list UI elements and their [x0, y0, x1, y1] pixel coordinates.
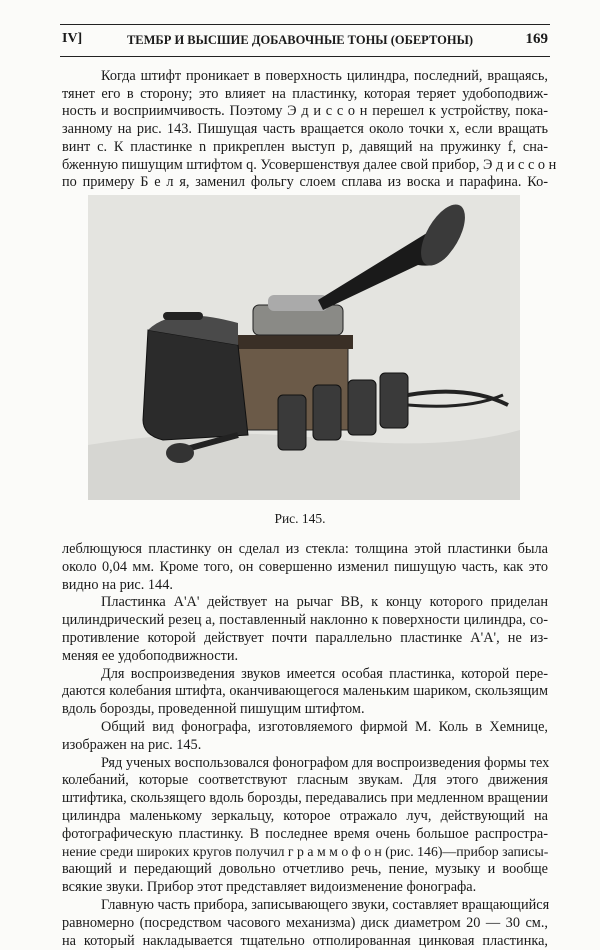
phonograph-illustration: [88, 195, 520, 500]
text-line: винт c. К пластинке n прикреплен выступ p, давящий на пружинку f, сна-: [62, 139, 548, 155]
text-line: по примеру Б е л я, заменил фольгу слоем сплава из воска и парафина. Ко-: [62, 174, 548, 190]
text-line: занному на рис. 143. Пишущая часть вращается около точки x, если вращать: [62, 121, 548, 137]
text-line: Для воспроизведения звуков имеется особая пластинка, которой пере-: [101, 666, 548, 682]
header-rule-top: [60, 24, 550, 25]
text-line: ность и восприимчивость. Поэтому Э д и с с о н перешел к устройству, пока-: [62, 103, 548, 119]
text-line: противление которой действует почти параллельно пластинке A'A', не из-: [62, 630, 548, 646]
text-line: Общий вид фонографа, изготовляемого фирмой М. Коль в Хемнице,: [101, 719, 548, 735]
text-line: Когда штифт проникает в поверхность цилиндра, последний, вращаясь,: [101, 68, 548, 84]
text-line: меняя ее удобоподвижности.: [62, 648, 239, 664]
figure-caption: Рис. 145.: [274, 511, 326, 526]
text-line: цилиндра маленькому зеркальцу, которое отражало луч, действующий на: [62, 808, 548, 824]
text-line: Ряд ученых воспользовался фонографом для воспроизведения формы тех: [101, 755, 550, 771]
text-line: тянет его в сторону; это влияет на пластинку, которая теряет удобоподвиж-: [62, 86, 548, 102]
header-rule-bottom: [60, 56, 550, 57]
text-line: Главную часть прибора, записывающего звуки, составляет вращающийся: [101, 897, 550, 913]
text-line: нение среди широких кругов получил г р а м м о ф о н (рис. 146)—прибор записы-: [62, 844, 549, 859]
text-line: вдоль борозды, проведенной пишущим штифтом.: [62, 701, 365, 717]
running-title: ТЕМБР И ВЫСШИЕ ДОБАВОЧНЫЕ ТОНЫ (ОБЕРТОНЫ): [126, 33, 474, 47]
text-line: цилиндрический резец a, поставленный наклонно к поверхности цилиндра, со-: [62, 612, 548, 628]
text-line: около 0,04 мм. Кроме того, он совершенно изменил пишущую часть, как это: [62, 559, 548, 575]
chapter-number: IV]: [62, 31, 83, 46]
text-line: штифтика, скользящего вдоль борозды, передавались при медленном вращении: [62, 790, 548, 806]
text-line: Пластинка A'A' действует на рычаг BB, к концу которого приделан: [101, 594, 548, 610]
text-line: всякие звуки. Прибор этот представляет видоизменение фонографа.: [62, 879, 477, 895]
text-line: изображен на рис. 145.: [62, 737, 202, 753]
text-line: даются колебания штифта, оканчивающегося маленьким шариком, скользящим: [62, 683, 548, 699]
page-number: 169: [525, 31, 548, 47]
text-line: фотографическую пластинку. В последнее время очень большое распростра-: [62, 826, 548, 842]
text-line: видно на рис. 144.: [62, 577, 173, 593]
text-line: равномерно (посредством часового механизма) диск диаметром 20 — 30 см.,: [62, 915, 548, 931]
text-line: колебаний, которые соответствуют гласным звукам. Для этого движения: [62, 772, 548, 788]
text-line: бженную пишущим штифтом q. Усовершенствуя далее свой прибор, Э д и с с о н: [62, 157, 557, 173]
text-line: на который накладывается тщательно отполированная цинковая пластинка,: [62, 933, 548, 949]
text-line: леблющуюся пластинку он сделал из стекла: толщина этой пластинки была: [62, 541, 548, 557]
text-line: вающий и передающий довольно отчетливо речь, пение, музыку и вообще: [62, 861, 548, 877]
